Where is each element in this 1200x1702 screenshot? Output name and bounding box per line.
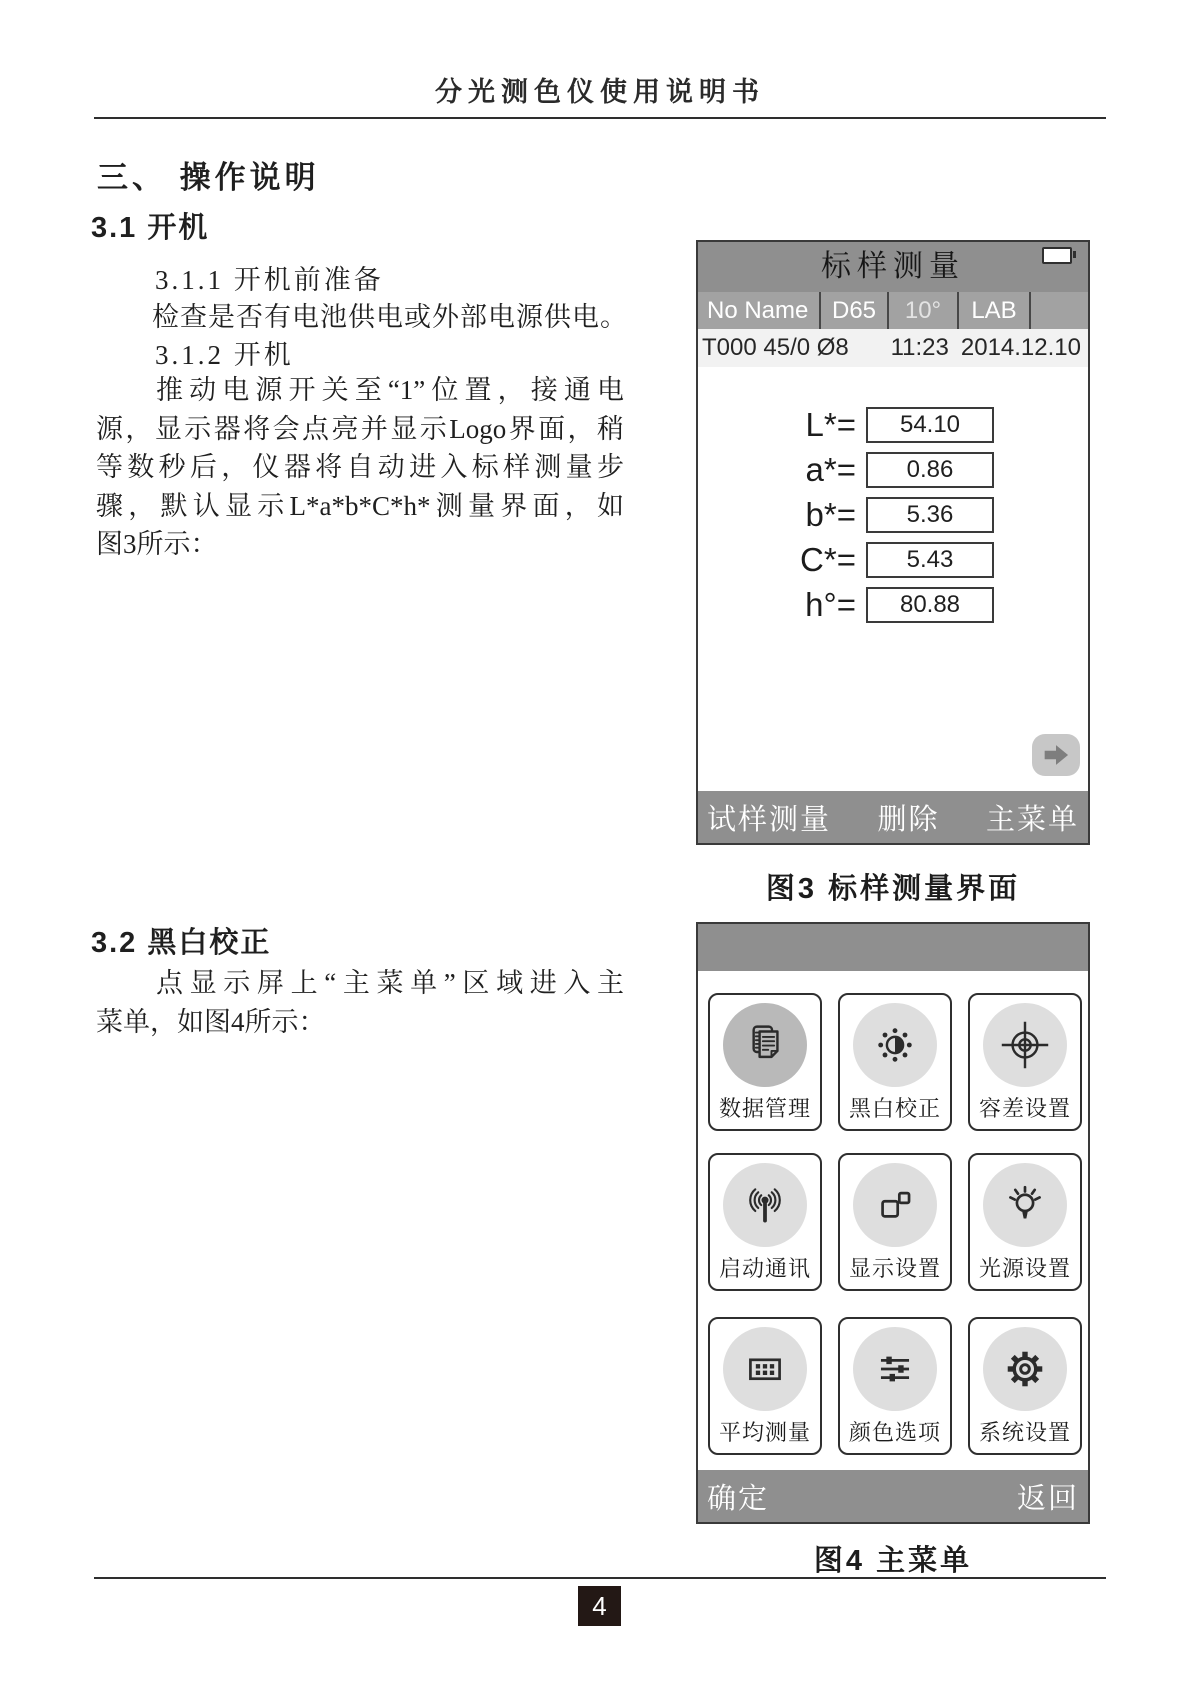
date-value: 2014.12.10 [960, 334, 1081, 361]
menu-tile-label: 数据管理 [718, 1096, 811, 1121]
menu-tile-average-measurement[interactable] [708, 1317, 822, 1455]
documents-icon [723, 1003, 807, 1087]
reading-row-L [698, 402, 1088, 447]
keypad-icon [723, 1327, 807, 1411]
sample-id: T000 45/0 Ø8 [702, 334, 849, 361]
menu-tile-bw-calibration[interactable] [838, 993, 952, 1131]
tab-observer-angle[interactable]: 10° [904, 296, 942, 324]
menu-tile-label: 颜色选项 [848, 1420, 941, 1445]
figure3-bottom-bar [698, 791, 1088, 843]
figure3-device-screen [696, 240, 1090, 845]
tab-color-space[interactable]: LAB [971, 296, 1017, 324]
reading-row-h [698, 582, 1088, 627]
sliders-icon [853, 1327, 937, 1411]
section-3-2-paragraph [96, 964, 624, 1041]
reading-label: L*= [805, 405, 856, 443]
screen-title: 标样测量 [821, 250, 965, 283]
battery-icon [1042, 247, 1072, 264]
reading-label: b*= [805, 495, 856, 533]
tab-illuminant[interactable]: D65 [831, 296, 877, 324]
reading-value: 0.86 [906, 455, 954, 483]
reading-value: 5.36 [906, 500, 954, 528]
reading-value: 5.43 [906, 545, 954, 573]
paragraph-line: 图3所示： [96, 529, 218, 560]
paragraph-line: 菜单，如图4所示： [96, 1006, 326, 1037]
contrast-icon [853, 1003, 937, 1087]
figure3-caption: 图3 标样测量界面 [765, 873, 1021, 905]
figure3-info-row [698, 329, 1088, 367]
ok-button[interactable]: 确定 [707, 1482, 770, 1515]
section-heading-3: 三、 操作说明 [97, 160, 320, 195]
section-heading-3-1-1: 3.1.1 开机前准备 [155, 265, 384, 295]
reading-row-b [698, 492, 1088, 537]
paragraph-line: 推动电源开关至“1”位置，接通电 [156, 375, 624, 405]
reading-value: 54.10 [899, 410, 961, 438]
footer-rule [94, 1577, 1106, 1579]
figure4-bottom-bar [698, 1470, 1088, 1522]
timestamp [891, 334, 1081, 362]
menu-tile-data-management[interactable] [708, 993, 822, 1131]
lab-readings [698, 402, 1088, 627]
section-3-1-2-paragraph [96, 371, 624, 564]
gear-icon [983, 1327, 1067, 1411]
paragraph-line: 骤，默认显示L*a*b*C*h*测量界面，如 [96, 490, 624, 521]
menu-tile-label: 系统设置 [978, 1420, 1071, 1445]
page-number: 4 [592, 1590, 607, 1621]
reading-row-a [698, 447, 1088, 492]
document-title: 分光测色仪使用说明书 [435, 77, 765, 107]
figure4-caption: 图4 主菜单 [813, 1545, 973, 1577]
reading-label: a*= [805, 450, 856, 488]
section-3-1-1-body: 检查是否有电池供电或外部电源供电。 [152, 302, 628, 332]
menu-tile-start-communication[interactable] [708, 1153, 822, 1291]
reading-value-box [866, 452, 994, 488]
reading-row-C [698, 537, 1088, 582]
reading-value-box [866, 542, 994, 578]
menu-tile-light-source-settings[interactable] [968, 1153, 1082, 1291]
reading-label: C*= [800, 540, 856, 578]
menu-tile-label: 显示设置 [848, 1256, 941, 1281]
page-number-badge [578, 1586, 621, 1626]
tab-separator [1029, 292, 1031, 329]
figure3-title-bar [698, 242, 1088, 292]
reading-value-box [866, 497, 994, 533]
time-value: 11:23 [890, 334, 949, 361]
paragraph-line: 点显示屏上“主菜单”区域进入主 [156, 968, 624, 998]
menu-tile-display-settings[interactable] [838, 1153, 952, 1291]
menu-tile-label: 黑白校正 [848, 1096, 941, 1121]
menu-tile-tolerance-settings[interactable] [968, 993, 1082, 1131]
reading-label: h°= [805, 585, 856, 623]
menu-tile-label: 平均测量 [718, 1420, 811, 1445]
reading-value: 80.88 [899, 590, 961, 618]
section-heading-3-1: 3.1 开机 [91, 212, 210, 244]
menu-tile-label: 光源设置 [978, 1256, 1071, 1281]
bulb-icon [983, 1163, 1067, 1247]
delete-button[interactable]: 删除 [877, 803, 940, 836]
antenna-icon [723, 1163, 807, 1247]
section-heading-3-2: 3.2 黑白校正 [91, 927, 272, 959]
section-heading-3-1-2: 3.1.2 开机 [155, 340, 294, 370]
main-menu-button[interactable]: 主菜单 [985, 803, 1079, 836]
squares-icon [853, 1163, 937, 1247]
menu-tile-label: 启动通讯 [718, 1256, 811, 1281]
paragraph-line: 源，显示器将会点亮并显示Logo界面，稍 [96, 413, 624, 444]
menu-tile-label: 容差设置 [978, 1096, 1071, 1121]
menu-tile-system-settings[interactable] [968, 1317, 1082, 1455]
back-button[interactable]: 返回 [1016, 1482, 1079, 1515]
figure4-header-bar [698, 924, 1088, 971]
next-page-button[interactable] [1032, 734, 1080, 776]
reading-value-box [866, 587, 994, 623]
paragraph-line: 等数秒后，仪器将自动进入标样测量步 [96, 452, 624, 483]
target-icon [983, 1003, 1067, 1087]
figure3-status-tabbar [698, 292, 1088, 329]
sample-measure-button[interactable]: 试样测量 [707, 803, 832, 836]
menu-tile-color-options[interactable] [838, 1317, 952, 1455]
arrow-right-icon [1039, 740, 1073, 770]
reading-value-box [866, 407, 994, 443]
tab-sample-name[interactable]: No Name [707, 296, 809, 324]
header-rule [94, 117, 1106, 119]
figure4-device-screen [696, 922, 1090, 1524]
